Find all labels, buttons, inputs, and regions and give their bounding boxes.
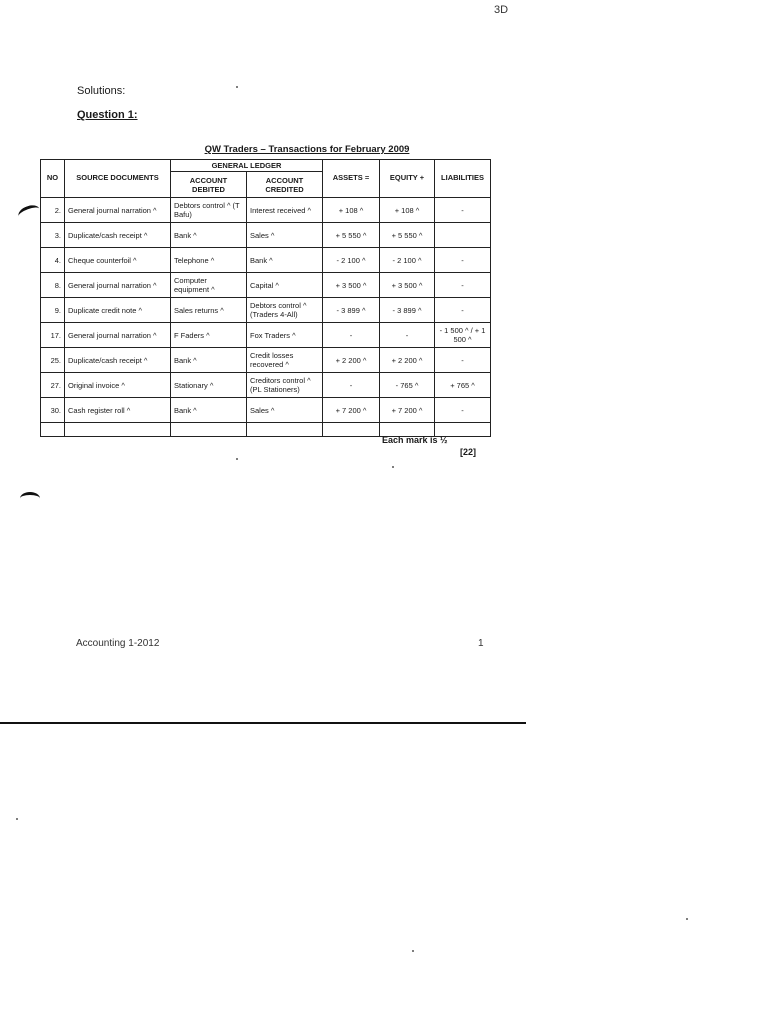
ledger-body [41,198,491,437]
cell-assets: - 2 100 ^ [323,248,380,273]
scan-speck [392,466,394,468]
horizontal-rule [0,722,526,724]
scan-speck [16,818,18,820]
cell-liabilities [435,223,491,248]
header-no: NO [41,172,65,198]
each-mark-note: Each mark is ½ [382,435,448,445]
question-heading: Question 1: [77,109,138,121]
cell-no: 25. [41,348,65,373]
header-account-debited: ACCOUNT DEBITED [171,172,247,198]
cell-source: General journal narration ^ [65,273,171,298]
cell-assets: + 3 500 ^ [323,273,380,298]
cell-liabilities: - [435,273,491,298]
cell-liabilities: + 765 ^ [435,373,491,398]
cell-assets: + 7 200 ^ [323,398,380,423]
scan-speck [236,86,238,88]
cell-no: 8. [41,273,65,298]
cell-assets: - [323,373,380,398]
cell-no: 27. [41,373,65,398]
cell-source: Cash register roll ^ [65,398,171,423]
footer-page-number: 1 [478,638,484,649]
solutions-label: Solutions: [77,85,126,97]
cell-assets: + 2 200 ^ [323,348,380,373]
cell-credited: Interest received ^ [247,198,323,223]
table-row [41,298,491,323]
total-marks: [22] [460,447,477,457]
cell-liabilities: - 1 500 ^ / + 1 500 ^ [435,323,491,348]
cell-source: Cheque counterfoil ^ [65,248,171,273]
header-assets: ASSETS = [323,172,380,198]
cell-no: 9. [41,298,65,323]
table-row [41,223,491,248]
header-source-documents: SOURCE DOCUMENTS [65,172,171,198]
cell-debited: F Faders ^ [171,323,247,348]
cell-source: General journal narration ^ [65,198,171,223]
table-title: QW Traders – Transactions for February 2009 [204,144,410,155]
header-blank-assets [323,160,380,172]
cell-equity: + 7 200 ^ [380,398,435,423]
cell-no: 4. [41,248,65,273]
cell-debited: Sales returns ^ [171,298,247,323]
general-ledger-header: GENERAL LEDGER [171,160,323,172]
cell-source: Duplicate credit note ^ [65,298,171,323]
header-blank-no [41,160,65,172]
cell-liabilities: - [435,298,491,323]
scan-speck [236,458,238,460]
cell-assets: + 108 ^ [323,198,380,223]
table-row [41,323,491,348]
cell-liabilities: - [435,398,491,423]
header-liabilities: LIABILITIES [435,172,491,198]
cell-credited: Sales ^ [247,223,323,248]
header-equity: EQUITY + [380,172,435,198]
header-account-credited: ACCOUNT CREDITED [247,172,323,198]
cell-source: Duplicate/cash receipt ^ [65,348,171,373]
table-row [41,198,491,223]
cell-debited: Bank ^ [171,223,247,248]
footer-course: Accounting 1-2012 [76,638,160,649]
cell-equity: - 2 100 ^ [380,248,435,273]
cell-source: General journal narration ^ [65,323,171,348]
cell-equity: + 108 ^ [380,198,435,223]
cell-no [41,423,65,437]
margin-pen-mark [16,203,41,223]
scan-speck [686,918,688,920]
cell-credited: Fox Traders ^ [247,323,323,348]
cell-source: Original invoice ^ [65,373,171,398]
table-row [41,398,491,423]
cell-debited: Computer equipment ^ [171,273,247,298]
cell-liabilities: - [435,248,491,273]
cell-equity: - 765 ^ [380,373,435,398]
header-blank-source [65,160,171,172]
cell-equity: + 5 550 ^ [380,223,435,248]
cell-no: 30. [41,398,65,423]
cell-debited [171,423,247,437]
cell-debited: Bank ^ [171,398,247,423]
cell-no: 17. [41,323,65,348]
cell-debited: Debtors control ^ (T Bafu) [171,198,247,223]
ledger-table [40,159,491,437]
header-blank-equity [380,160,435,172]
table-row [41,373,491,398]
cell-credited: Credit losses recovered ^ [247,348,323,373]
cell-source: Duplicate/cash receipt ^ [65,223,171,248]
cell-equity: + 2 200 ^ [380,348,435,373]
table-row [41,348,491,373]
cell-credited [247,423,323,437]
cell-assets [323,423,380,437]
cell-equity: - [380,323,435,348]
cell-liabilities: - [435,348,491,373]
cell-equity: + 3 500 ^ [380,273,435,298]
cell-debited: Telephone ^ [171,248,247,273]
cell-equity: - 3 899 ^ [380,298,435,323]
table-row [41,248,491,273]
cell-no: 3. [41,223,65,248]
cell-assets: - 3 899 ^ [323,298,380,323]
cell-assets: + 5 550 ^ [323,223,380,248]
header-blank-liabilities [435,160,491,172]
cell-no: 2. [41,198,65,223]
cell-source [65,423,171,437]
cell-credited: Debtors control ^ (Traders 4-All) [247,298,323,323]
cell-debited: Stationary ^ [171,373,247,398]
table-row [41,273,491,298]
cell-credited: Capital ^ [247,273,323,298]
scan-speck [412,950,414,952]
cell-liabilities: - [435,198,491,223]
cell-debited: Bank ^ [171,348,247,373]
cell-assets: - [323,323,380,348]
cell-credited: Sales ^ [247,398,323,423]
cell-credited: Bank ^ [247,248,323,273]
cell-credited: Creditors control ^ (PL Stationers) [247,373,323,398]
margin-pen-mark [20,492,40,505]
corner-mark: 3D [494,4,509,16]
